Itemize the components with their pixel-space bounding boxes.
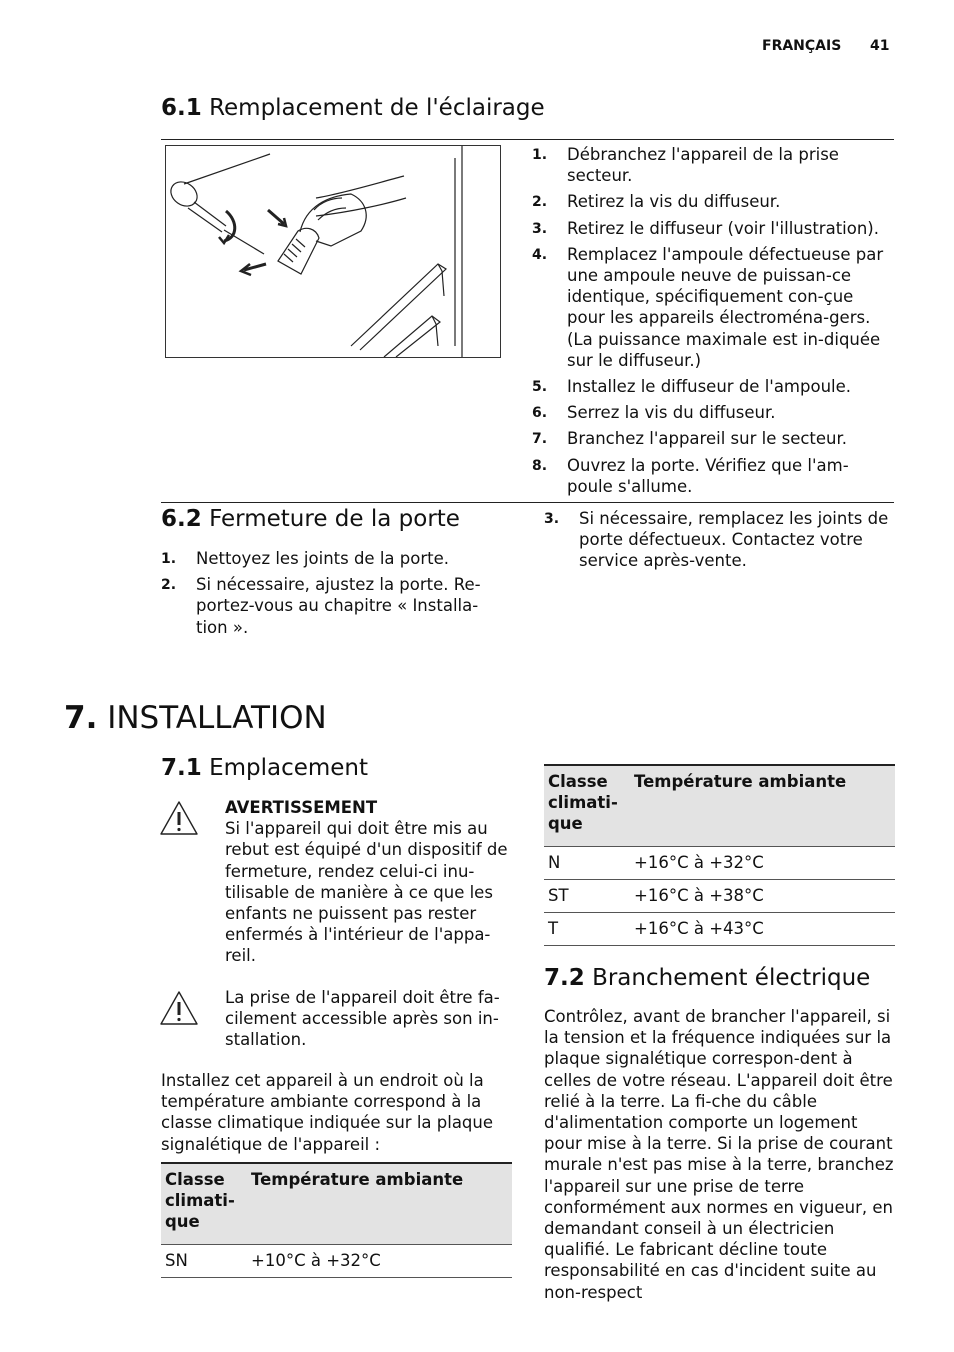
table-row: ST +16°C à +38°C bbox=[544, 879, 895, 912]
warning-block bbox=[225, 797, 515, 967]
table-row: N +16°C à +32°C bbox=[544, 846, 895, 879]
list-item: 8. Ouvrez la porte. Vérifiez que l'am-poule s'allume. bbox=[532, 455, 849, 496]
list-item: 5. Installez le diffuseur de l'ampoule. bbox=[532, 377, 852, 397]
list-item: 3. Retirez le diffuseur (voir l'illustration). bbox=[532, 218, 879, 238]
section-7-1-heading bbox=[161, 755, 368, 781]
s72-text: Contrôlez, avant de brancher l'appareil, si la tension et la fréquence indiquées sur la plaque signalétique correspon-dent à celles de votre réseau. L'appareil doit être relié à la terre. La fi-che du câble d'alimentation comporte un logement pour mise à la terre. Si la prise de courant murale n'est pas mise à la terre, branchez l'appareil sur une prise de terre conformément aux normes en vigueur, en demandant conseil à un électricien qualifié. Le fabricant décline toute responsabilité en cas d'incident suite au non-respect bbox=[544, 1007, 894, 1302]
climate-table-left bbox=[161, 1162, 512, 1278]
list-item: 4. Remplacez l'ampoule défectueuse par une ampoule neuve de puissan-ce identique, spécifiquement con-çue pour les appareils électroména-gers. (La puissance maximale est in-diquée sur le diffuseur.) bbox=[532, 244, 884, 370]
col-header-class: Classe climati-que bbox=[161, 1163, 247, 1244]
section-7-2-heading bbox=[544, 965, 870, 991]
section-6-2-heading bbox=[161, 506, 460, 532]
list-item: 6. Serrez la vis du diffuseur. bbox=[532, 403, 776, 423]
section-title: Branchement électrique bbox=[592, 965, 871, 991]
section-number: 6.1 bbox=[161, 95, 202, 121]
s71-intro: Installez cet appareil à un endroit où la température ambiante correspond à la classe climatique indiquée sur la plaque signalétique de l'appareil : bbox=[161, 1071, 494, 1154]
list-item: 1. Nettoyez les joints de la porte. bbox=[161, 549, 449, 568]
list-item: 2. Retirez la vis du diffuseur. bbox=[532, 192, 781, 212]
section-number: 6.2 bbox=[161, 506, 202, 532]
s61-steps bbox=[532, 144, 894, 497]
s62-steps-right bbox=[544, 508, 896, 572]
list-item: 3. Si nécessaire, remplacez les joints de porte défectueux. Contactez votre service après-vente. bbox=[544, 509, 889, 571]
table-row: T +16°C à +43°C bbox=[544, 913, 895, 946]
section-number: 7.1 bbox=[161, 755, 202, 781]
s62-steps-left bbox=[161, 548, 491, 638]
section-title: Fermeture de la porte bbox=[209, 506, 460, 532]
warning-title: AVERTISSEMENT bbox=[225, 798, 378, 817]
section-title: Remplacement de l'éclairage bbox=[209, 95, 545, 121]
caution-text: La prise de l'appareil doit être fa-cilement accessible après son in-stallation. bbox=[225, 988, 500, 1050]
page-number: 41 bbox=[870, 38, 890, 54]
section-divider bbox=[161, 139, 894, 140]
list-item: 7. Branchez l'appareil sur le secteur. bbox=[532, 429, 848, 449]
table-row: SN +10°C à +32°C bbox=[161, 1244, 512, 1277]
list-item: 2. Si nécessaire, ajustez la porte. Re-portez-vous au chapitre « Installa-tion ». bbox=[161, 575, 481, 637]
section-title: Emplacement bbox=[209, 755, 369, 781]
chapter-title: INSTALLATION bbox=[107, 700, 327, 736]
header-language: FRANÇAIS bbox=[762, 38, 842, 54]
list-item: 1. Débranchez l'appareil de la prise secteur. bbox=[532, 145, 839, 186]
climate-table-right bbox=[544, 764, 895, 946]
chapter-heading bbox=[64, 700, 327, 736]
col-header-class: Classe climati-que bbox=[544, 765, 630, 846]
section-number: 7.2 bbox=[544, 965, 585, 991]
caution-icon bbox=[159, 990, 199, 1030]
col-header-temperature: Température ambiante bbox=[630, 765, 895, 846]
warning-icon bbox=[159, 800, 199, 840]
section-6-1-heading bbox=[161, 95, 545, 121]
warning-text: Si l'appareil qui doit être mis au rebut est équipé d'un dispositif de fermeture, rendez celui-ci inu-tilisable de manière à ce que les enfants ne puissent pas rester enfermés à l'intérieur de l'appa-reil. bbox=[225, 819, 508, 966]
col-header-temperature: Température ambiante bbox=[247, 1163, 512, 1244]
lamp-replacement-illustration bbox=[165, 145, 501, 358]
chapter-number: 7. bbox=[64, 700, 98, 736]
section-divider bbox=[161, 502, 894, 503]
